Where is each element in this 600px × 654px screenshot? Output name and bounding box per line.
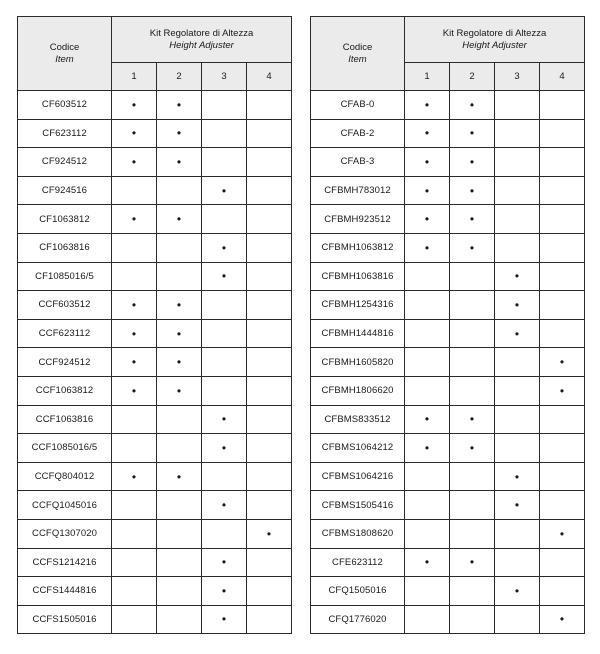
table-row — [18, 262, 292, 291]
compat-mark-3: • — [202, 491, 247, 520]
item-code-cell: CFBMH923512 — [311, 205, 405, 234]
compat-cell-3 — [495, 233, 540, 262]
table-row — [311, 262, 585, 291]
compat-cell-2 — [450, 605, 495, 634]
column-header-1: 1 — [112, 63, 157, 91]
table-row — [311, 233, 585, 262]
compat-mark-2: • — [450, 91, 495, 120]
table-row — [18, 91, 292, 120]
compat-cell-2 — [450, 462, 495, 491]
compat-mark-2: • — [450, 434, 495, 463]
compat-cell-2 — [157, 548, 202, 577]
compat-cell-3 — [202, 348, 247, 377]
column-header-2: 2 — [157, 63, 202, 91]
item-code-cell: CFAB-0 — [311, 91, 405, 120]
column-header-4: 4 — [540, 63, 585, 91]
item-code-cell: CCF924512 — [18, 348, 112, 377]
code-header — [18, 17, 112, 91]
compat-mark-1: • — [112, 205, 157, 234]
compat-cell-4 — [540, 176, 585, 205]
table-row — [18, 462, 292, 491]
compat-cell-4 — [247, 348, 292, 377]
compatibility-table-left — [17, 16, 292, 634]
compat-mark-3: • — [202, 577, 247, 606]
column-header-1: 1 — [405, 63, 450, 91]
compat-cell-2 — [450, 262, 495, 291]
compat-mark-1: • — [112, 119, 157, 148]
compat-cell-2 — [157, 491, 202, 520]
compat-mark-1: • — [112, 348, 157, 377]
table-row — [18, 434, 292, 463]
item-code-cell: CFQ1505016 — [311, 577, 405, 606]
compat-mark-2: • — [157, 148, 202, 177]
item-code-cell: CCFQ804012 — [18, 462, 112, 491]
compat-mark-1: • — [405, 91, 450, 120]
compat-cell-3 — [202, 376, 247, 405]
compat-cell-4 — [247, 291, 292, 320]
compat-mark-2: • — [450, 205, 495, 234]
compat-mark-3: • — [202, 605, 247, 634]
compat-mark-3: • — [202, 405, 247, 434]
compat-cell-3 — [495, 605, 540, 634]
compat-cell-1 — [112, 577, 157, 606]
compat-cell-1 — [405, 491, 450, 520]
compat-mark-1: • — [405, 148, 450, 177]
compat-cell-4 — [247, 233, 292, 262]
item-code-cell: CCFQ1307020 — [18, 519, 112, 548]
code-header — [311, 17, 405, 91]
item-code-cell: CCFS1444816 — [18, 577, 112, 606]
compat-cell-1 — [405, 291, 450, 320]
compatibility-table-right — [310, 16, 585, 634]
compat-cell-4 — [247, 405, 292, 434]
compat-cell-1 — [112, 605, 157, 634]
table-row — [18, 176, 292, 205]
item-code-cell: CF603512 — [18, 91, 112, 120]
item-code-cell: CFBMH1063816 — [311, 262, 405, 291]
compat-cell-2 — [157, 605, 202, 634]
compat-mark-3: • — [495, 262, 540, 291]
table-row — [18, 376, 292, 405]
compat-cell-3 — [495, 548, 540, 577]
compat-cell-2 — [157, 405, 202, 434]
compat-cell-2 — [450, 376, 495, 405]
table-row — [18, 405, 292, 434]
item-code-cell: CFBMS1808620 — [311, 519, 405, 548]
compat-mark-1: • — [112, 291, 157, 320]
table-row — [311, 405, 585, 434]
compat-cell-4 — [247, 319, 292, 348]
table-row — [311, 348, 585, 377]
compat-cell-4 — [247, 605, 292, 634]
compat-cell-4 — [247, 91, 292, 120]
table-row — [18, 233, 292, 262]
table-row — [311, 119, 585, 148]
table-row — [311, 205, 585, 234]
item-code-cell: CF1063812 — [18, 205, 112, 234]
table-row — [18, 548, 292, 577]
compat-mark-2: • — [157, 319, 202, 348]
compat-cell-4 — [540, 548, 585, 577]
compat-cell-2 — [157, 577, 202, 606]
compat-mark-2: • — [157, 376, 202, 405]
compat-mark-3: • — [495, 319, 540, 348]
compat-cell-3 — [202, 119, 247, 148]
item-code-cell: CCF1063812 — [18, 376, 112, 405]
item-code-cell: CFQ1776020 — [311, 605, 405, 634]
compat-mark-3: • — [202, 548, 247, 577]
item-code-cell: CFBMH783012 — [311, 176, 405, 205]
compat-cell-3 — [202, 291, 247, 320]
table-row — [18, 348, 292, 377]
column-header-3: 3 — [495, 63, 540, 91]
compat-cell-1 — [405, 605, 450, 634]
compat-cell-2 — [450, 519, 495, 548]
code-header-label: Codice — [342, 41, 373, 53]
table-row — [18, 119, 292, 148]
table-row — [18, 148, 292, 177]
compat-cell-1 — [405, 462, 450, 491]
compat-mark-3: • — [495, 291, 540, 320]
table-row — [311, 605, 585, 634]
compat-cell-1 — [405, 262, 450, 291]
compat-cell-4 — [540, 233, 585, 262]
compat-mark-1: • — [112, 148, 157, 177]
compat-mark-1: • — [405, 405, 450, 434]
table-row — [18, 605, 292, 634]
compat-cell-4 — [247, 119, 292, 148]
compat-cell-4 — [247, 491, 292, 520]
compat-cell-3 — [495, 519, 540, 548]
compat-cell-4 — [247, 205, 292, 234]
column-header-4: 4 — [247, 63, 292, 91]
compat-mark-2: • — [450, 176, 495, 205]
item-code-cell: CF1085016/5 — [18, 262, 112, 291]
item-code-cell: CFE623112 — [311, 548, 405, 577]
compat-cell-1 — [405, 319, 450, 348]
compat-cell-3 — [495, 434, 540, 463]
compat-cell-2 — [157, 176, 202, 205]
item-code-cell: CCFQ1045016 — [18, 491, 112, 520]
kit-header — [405, 17, 585, 63]
item-code-cell: CFBMH1254316 — [311, 291, 405, 320]
item-code-cell: CF623112 — [18, 119, 112, 148]
kit-header-label: Kit Regolatore di Altezza — [442, 27, 547, 39]
compat-cell-3 — [495, 119, 540, 148]
compat-cell-1 — [112, 519, 157, 548]
compat-cell-4 — [247, 577, 292, 606]
column-header-2: 2 — [450, 63, 495, 91]
table-row — [311, 291, 585, 320]
table-row — [18, 205, 292, 234]
compat-mark-1: • — [405, 119, 450, 148]
table-body-right — [311, 91, 585, 634]
compat-cell-1 — [112, 233, 157, 262]
compat-cell-1 — [405, 348, 450, 377]
compat-cell-1 — [112, 405, 157, 434]
compat-cell-2 — [157, 519, 202, 548]
compat-mark-1: • — [405, 434, 450, 463]
compat-mark-4: • — [540, 348, 585, 377]
compat-cell-4 — [540, 405, 585, 434]
compat-cell-4 — [247, 262, 292, 291]
compat-cell-4 — [540, 91, 585, 120]
compat-mark-1: • — [405, 233, 450, 262]
kit-header-label: Kit Regolatore di Altezza — [149, 27, 254, 39]
compat-cell-4 — [540, 148, 585, 177]
compat-cell-4 — [540, 491, 585, 520]
item-code-cell: CF924512 — [18, 148, 112, 177]
item-code-cell: CFBMH1444816 — [311, 319, 405, 348]
item-code-cell: CFAB-3 — [311, 148, 405, 177]
item-code-cell: CFBMS833512 — [311, 405, 405, 434]
kit-header — [112, 17, 292, 63]
code-header-sub: Item — [348, 53, 367, 65]
item-code-cell: CCF603512 — [18, 291, 112, 320]
table-row — [311, 319, 585, 348]
compat-cell-3 — [202, 205, 247, 234]
compat-cell-1 — [112, 262, 157, 291]
compat-mark-4: • — [247, 519, 292, 548]
compat-cell-4 — [247, 462, 292, 491]
compat-cell-3 — [202, 462, 247, 491]
table-row — [18, 577, 292, 606]
table-row — [18, 491, 292, 520]
compat-mark-4: • — [540, 519, 585, 548]
compat-cell-3 — [495, 148, 540, 177]
compat-mark-1: • — [112, 462, 157, 491]
item-code-cell: CCFS1505016 — [18, 605, 112, 634]
compat-cell-4 — [540, 205, 585, 234]
compat-mark-1: • — [405, 176, 450, 205]
compat-cell-3 — [495, 91, 540, 120]
compat-cell-2 — [450, 291, 495, 320]
compat-cell-1 — [112, 434, 157, 463]
table-row — [311, 548, 585, 577]
item-code-cell: CFBMH1806620 — [311, 376, 405, 405]
compat-cell-2 — [157, 233, 202, 262]
item-code-cell: CFBMS1064212 — [311, 434, 405, 463]
compat-cell-1 — [405, 376, 450, 405]
column-header-3: 3 — [202, 63, 247, 91]
compat-cell-4 — [540, 291, 585, 320]
compat-cell-1 — [112, 176, 157, 205]
compat-cell-4 — [540, 462, 585, 491]
compat-mark-2: • — [157, 91, 202, 120]
item-code-cell: CF1063816 — [18, 233, 112, 262]
compat-cell-3 — [495, 405, 540, 434]
compat-cell-1 — [405, 519, 450, 548]
table-row — [311, 462, 585, 491]
compat-cell-2 — [450, 491, 495, 520]
compat-mark-1: • — [112, 91, 157, 120]
compat-cell-2 — [450, 319, 495, 348]
compat-cell-3 — [202, 519, 247, 548]
table-row — [311, 148, 585, 177]
compat-mark-1: • — [112, 376, 157, 405]
item-code-cell: CFBMS1505416 — [311, 491, 405, 520]
compat-mark-2: • — [157, 462, 202, 491]
compat-mark-1: • — [405, 205, 450, 234]
compat-cell-4 — [247, 148, 292, 177]
code-header-label: Codice — [49, 41, 80, 53]
compat-cell-2 — [450, 577, 495, 606]
compat-cell-3 — [495, 376, 540, 405]
compat-mark-2: • — [157, 291, 202, 320]
table-row — [18, 291, 292, 320]
compat-cell-4 — [540, 119, 585, 148]
compat-mark-2: • — [450, 548, 495, 577]
compat-cell-1 — [112, 548, 157, 577]
compat-mark-4: • — [540, 605, 585, 634]
item-code-cell: CFBMS1064216 — [311, 462, 405, 491]
compat-mark-2: • — [157, 205, 202, 234]
compat-cell-4 — [247, 376, 292, 405]
item-code-cell: CFAB-2 — [311, 119, 405, 148]
table-row — [311, 577, 585, 606]
compat-mark-1: • — [405, 548, 450, 577]
table-row — [311, 376, 585, 405]
compat-cell-3 — [202, 148, 247, 177]
compat-cell-4 — [540, 262, 585, 291]
compat-cell-3 — [202, 91, 247, 120]
table-body-left — [18, 91, 292, 634]
table-row — [311, 91, 585, 120]
compat-cell-1 — [112, 491, 157, 520]
item-code-cell: CF924516 — [18, 176, 112, 205]
item-code-cell: CFBMH1605820 — [311, 348, 405, 377]
compat-cell-2 — [157, 434, 202, 463]
compat-cell-3 — [495, 176, 540, 205]
compat-cell-2 — [450, 348, 495, 377]
compat-mark-2: • — [450, 119, 495, 148]
compat-mark-3: • — [202, 176, 247, 205]
compat-mark-2: • — [450, 405, 495, 434]
table-row — [311, 176, 585, 205]
compat-mark-2: • — [157, 348, 202, 377]
item-code-cell: CCF1063816 — [18, 405, 112, 434]
compat-mark-3: • — [202, 434, 247, 463]
compat-mark-2: • — [450, 148, 495, 177]
compat-cell-4 — [247, 176, 292, 205]
compat-mark-3: • — [495, 491, 540, 520]
item-code-cell: CFBMH1063812 — [311, 233, 405, 262]
compat-mark-3: • — [495, 577, 540, 606]
compat-cell-4 — [247, 434, 292, 463]
compat-mark-3: • — [202, 233, 247, 262]
table-row — [18, 319, 292, 348]
compat-mark-3: • — [202, 262, 247, 291]
compat-mark-2: • — [157, 119, 202, 148]
compat-cell-3 — [495, 348, 540, 377]
table-row — [18, 519, 292, 548]
compat-cell-3 — [495, 205, 540, 234]
compat-cell-4 — [247, 548, 292, 577]
compat-mark-3: • — [495, 462, 540, 491]
kit-header-sub: Height Adjuster — [462, 39, 527, 51]
code-header-sub: Item — [55, 53, 74, 65]
table-row — [311, 491, 585, 520]
item-code-cell: CCF1085016/5 — [18, 434, 112, 463]
item-code-cell: CCF623112 — [18, 319, 112, 348]
kit-header-sub: Height Adjuster — [169, 39, 234, 51]
item-code-cell: CCFS1214216 — [18, 548, 112, 577]
compat-cell-1 — [405, 577, 450, 606]
table-row — [311, 519, 585, 548]
compat-cell-4 — [540, 319, 585, 348]
table-row — [311, 434, 585, 463]
compat-cell-4 — [540, 434, 585, 463]
compat-cell-4 — [540, 577, 585, 606]
compat-mark-4: • — [540, 376, 585, 405]
compat-mark-2: • — [450, 233, 495, 262]
compat-cell-2 — [157, 262, 202, 291]
compat-mark-1: • — [112, 319, 157, 348]
compat-cell-3 — [202, 319, 247, 348]
